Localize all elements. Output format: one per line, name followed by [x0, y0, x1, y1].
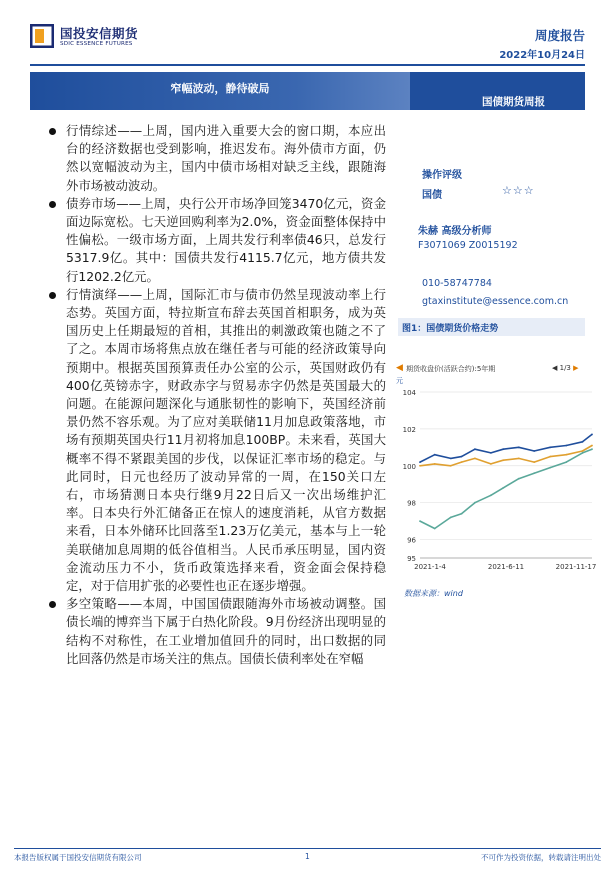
company-logo: [30, 22, 165, 54]
data-point: [474, 448, 476, 450]
bullet-icon: [49, 128, 56, 135]
section-text: 多空策略——本周，中国国债跟随海外市场被动调整。国债长端的博弈当下属于白热化阶段。9月份经济出现明显的结构不对称性，在工业增加值回升的同时，出口数据的同比回落仍然是市场关注的焦点。国债长债利率处在窄幅: [66, 596, 386, 666]
contact-phone: 010-58747784: [422, 278, 492, 289]
data-point: [533, 450, 535, 452]
data-point: [565, 445, 567, 447]
data-point: [502, 459, 504, 461]
data-point: [533, 461, 535, 463]
page-number: 1: [305, 852, 310, 861]
data-point: [490, 452, 492, 454]
data-point: [450, 517, 452, 519]
report-type: 周度报告: [534, 28, 585, 43]
report-date: 2022年10月24日: [499, 50, 585, 61]
chart-unit: 元: [396, 377, 403, 385]
section-text: 行情演绎——上周，国际汇市与债市仍然呈现波动率上行态势。英国方面，特拉斯宣布辞去英国首相职务，成为英国历史上任期最短的首相，其推出的刺激政策也随之不了了之。本周市场将焦点放在继任者与可能的经济政策导向预期中。根据英国预算责任办公室的公示，英国财政仍有400亿英镑赤字，财政赤字与贸易赤字仍然是英国最大的问题。在能源问题深化与通胀韧性的影响下，英国经济前景仍然不容乐观。为了应对美联储11月加息政策落地，市场有预期英国央行11月初将加息100BP。未来看，英国大概率不得不紧跟美国的步伐，以保证汇率市场的稳定。与此同时，日元也经历了波动异常的一周，在150关口左右，市场猜测日本央行继9月22日后又一次出场维护汇率。日本央行外汇储备正在惊人的速度消耗，从官方数据来看，日本外储环比回落至1.23万亿美元，基本与上一轮美联储加息周期的低谷值相当。人民币承压明显，国内资金流动压力不小，货币政策选择来看，资金面会保持稳定，对于信用扩张的必要性也正在逐步增强。: [66, 286, 386, 594]
x-tick-label: 2021-1-4: [414, 563, 446, 571]
report-title: 窄幅波动，静待破局: [170, 82, 270, 95]
data-point: [518, 478, 520, 480]
data-point: [591, 448, 593, 450]
analyst-name: 朱赫 高级分析师: [418, 226, 492, 237]
y-tick-label: 104: [402, 389, 416, 397]
data-point: [591, 445, 593, 447]
y-tick-label: 100: [402, 462, 416, 471]
y-tick-label: 98: [407, 499, 416, 508]
y-tick-label: 96: [407, 536, 416, 545]
data-point: [419, 465, 421, 467]
bullet-icon: [49, 601, 56, 608]
x-tick-label: 2021-11-17: [555, 563, 596, 571]
bullet-icon: [49, 201, 56, 208]
report-category: 国债期货周报: [482, 96, 545, 108]
footer-divider: [14, 848, 601, 849]
section-market-overview: [46, 122, 386, 195]
section-text: 行情综述——上周，国内进入重要大会的窗口期，本应出台的经济数据也受到影响，推迟发布。海外债市方面，仍然以宽幅波动为主，国内中债市场相对缺乏主线，跟随海外市场被动波动。: [66, 123, 386, 193]
figure-caption: [398, 318, 585, 336]
chart-header: 期货收盘价(活跃合约):5年期: [406, 365, 496, 373]
data-point: [461, 456, 463, 458]
data-point: [502, 487, 504, 489]
data-point: [419, 461, 421, 463]
logo-english-name: SDIC ESSENCE FUTURES: [60, 41, 133, 47]
logo-mark-icon: [30, 24, 54, 48]
data-point: [549, 456, 551, 458]
data-point: [450, 458, 452, 460]
figure-title: 图1：国债期货价格走势: [402, 324, 499, 334]
price-chart-card: [396, 360, 596, 585]
data-point: [450, 465, 452, 467]
pager-next-icon[interactable]: ▶: [573, 364, 579, 372]
data-point: [549, 446, 551, 448]
y-tick-label: 102: [402, 425, 416, 434]
y-tick-label: 95: [407, 555, 416, 563]
data-point: [419, 520, 421, 522]
data-point: [565, 454, 567, 456]
section-bond-market: [46, 195, 386, 286]
data-point: [434, 463, 436, 465]
data-point: [474, 458, 476, 460]
data-point: [490, 463, 492, 465]
rating-product: 国债: [422, 190, 442, 201]
data-point: [434, 454, 436, 456]
footer-copyright: 本报告版权属于国投安信期货有限公司: [14, 853, 142, 862]
price-line-chart: [396, 386, 596, 576]
data-point: [518, 446, 520, 448]
bullet-icon: [49, 292, 56, 299]
data-point: [518, 458, 520, 460]
data-point: [474, 502, 476, 504]
data-point: [461, 461, 463, 463]
logo-chinese-name: 国投安信期货: [60, 26, 139, 41]
data-point: [582, 441, 584, 443]
section-strategy: [46, 595, 386, 668]
data-point: [582, 452, 584, 454]
pager-text: 1/3: [559, 364, 571, 372]
rating-stars: ☆☆☆: [502, 184, 535, 197]
pager-prev-icon[interactable]: ◀: [552, 364, 558, 372]
contact-email[interactable]: gtaxinstitute@essence.com.cn: [422, 296, 569, 307]
data-point: [490, 494, 492, 496]
series-line: [420, 434, 592, 462]
section-text: 债券市场——上周，央行公开市场净回笼3470亿元，资金面边际宽松。七天逆回购利率为2.0%，资金面整体保持中性偏松。一级市场方面，上周共发行利率债46只，总发行5317.9亿。其中：国债共发行4115.7亿元，地方债共发行1202.2亿元。: [66, 195, 386, 284]
data-point: [533, 472, 535, 474]
rating-label: 操作评级: [422, 170, 462, 181]
footer-disclaimer: 不可作为投资依据，转载请注明出处: [481, 853, 601, 862]
x-tick-label: 2021-6-11: [487, 563, 525, 571]
data-point: [549, 467, 551, 469]
data-point: [582, 450, 584, 452]
data-point: [434, 528, 436, 530]
title-bar: [30, 72, 585, 110]
data-point: [502, 448, 504, 450]
series-line: [420, 449, 592, 528]
data-point: [565, 461, 567, 463]
data-source: 数据来源：wind: [404, 589, 463, 598]
chart-pager[interactable]: [552, 364, 579, 372]
header-divider: [30, 64, 585, 66]
analyst-license: F3071069 Z0015192: [418, 240, 518, 251]
data-point: [461, 513, 463, 515]
main-content: [46, 122, 386, 668]
chart-prev-icon[interactable]: ◀: [396, 363, 403, 373]
section-market-dynamics: [46, 286, 386, 595]
data-point: [591, 434, 593, 436]
